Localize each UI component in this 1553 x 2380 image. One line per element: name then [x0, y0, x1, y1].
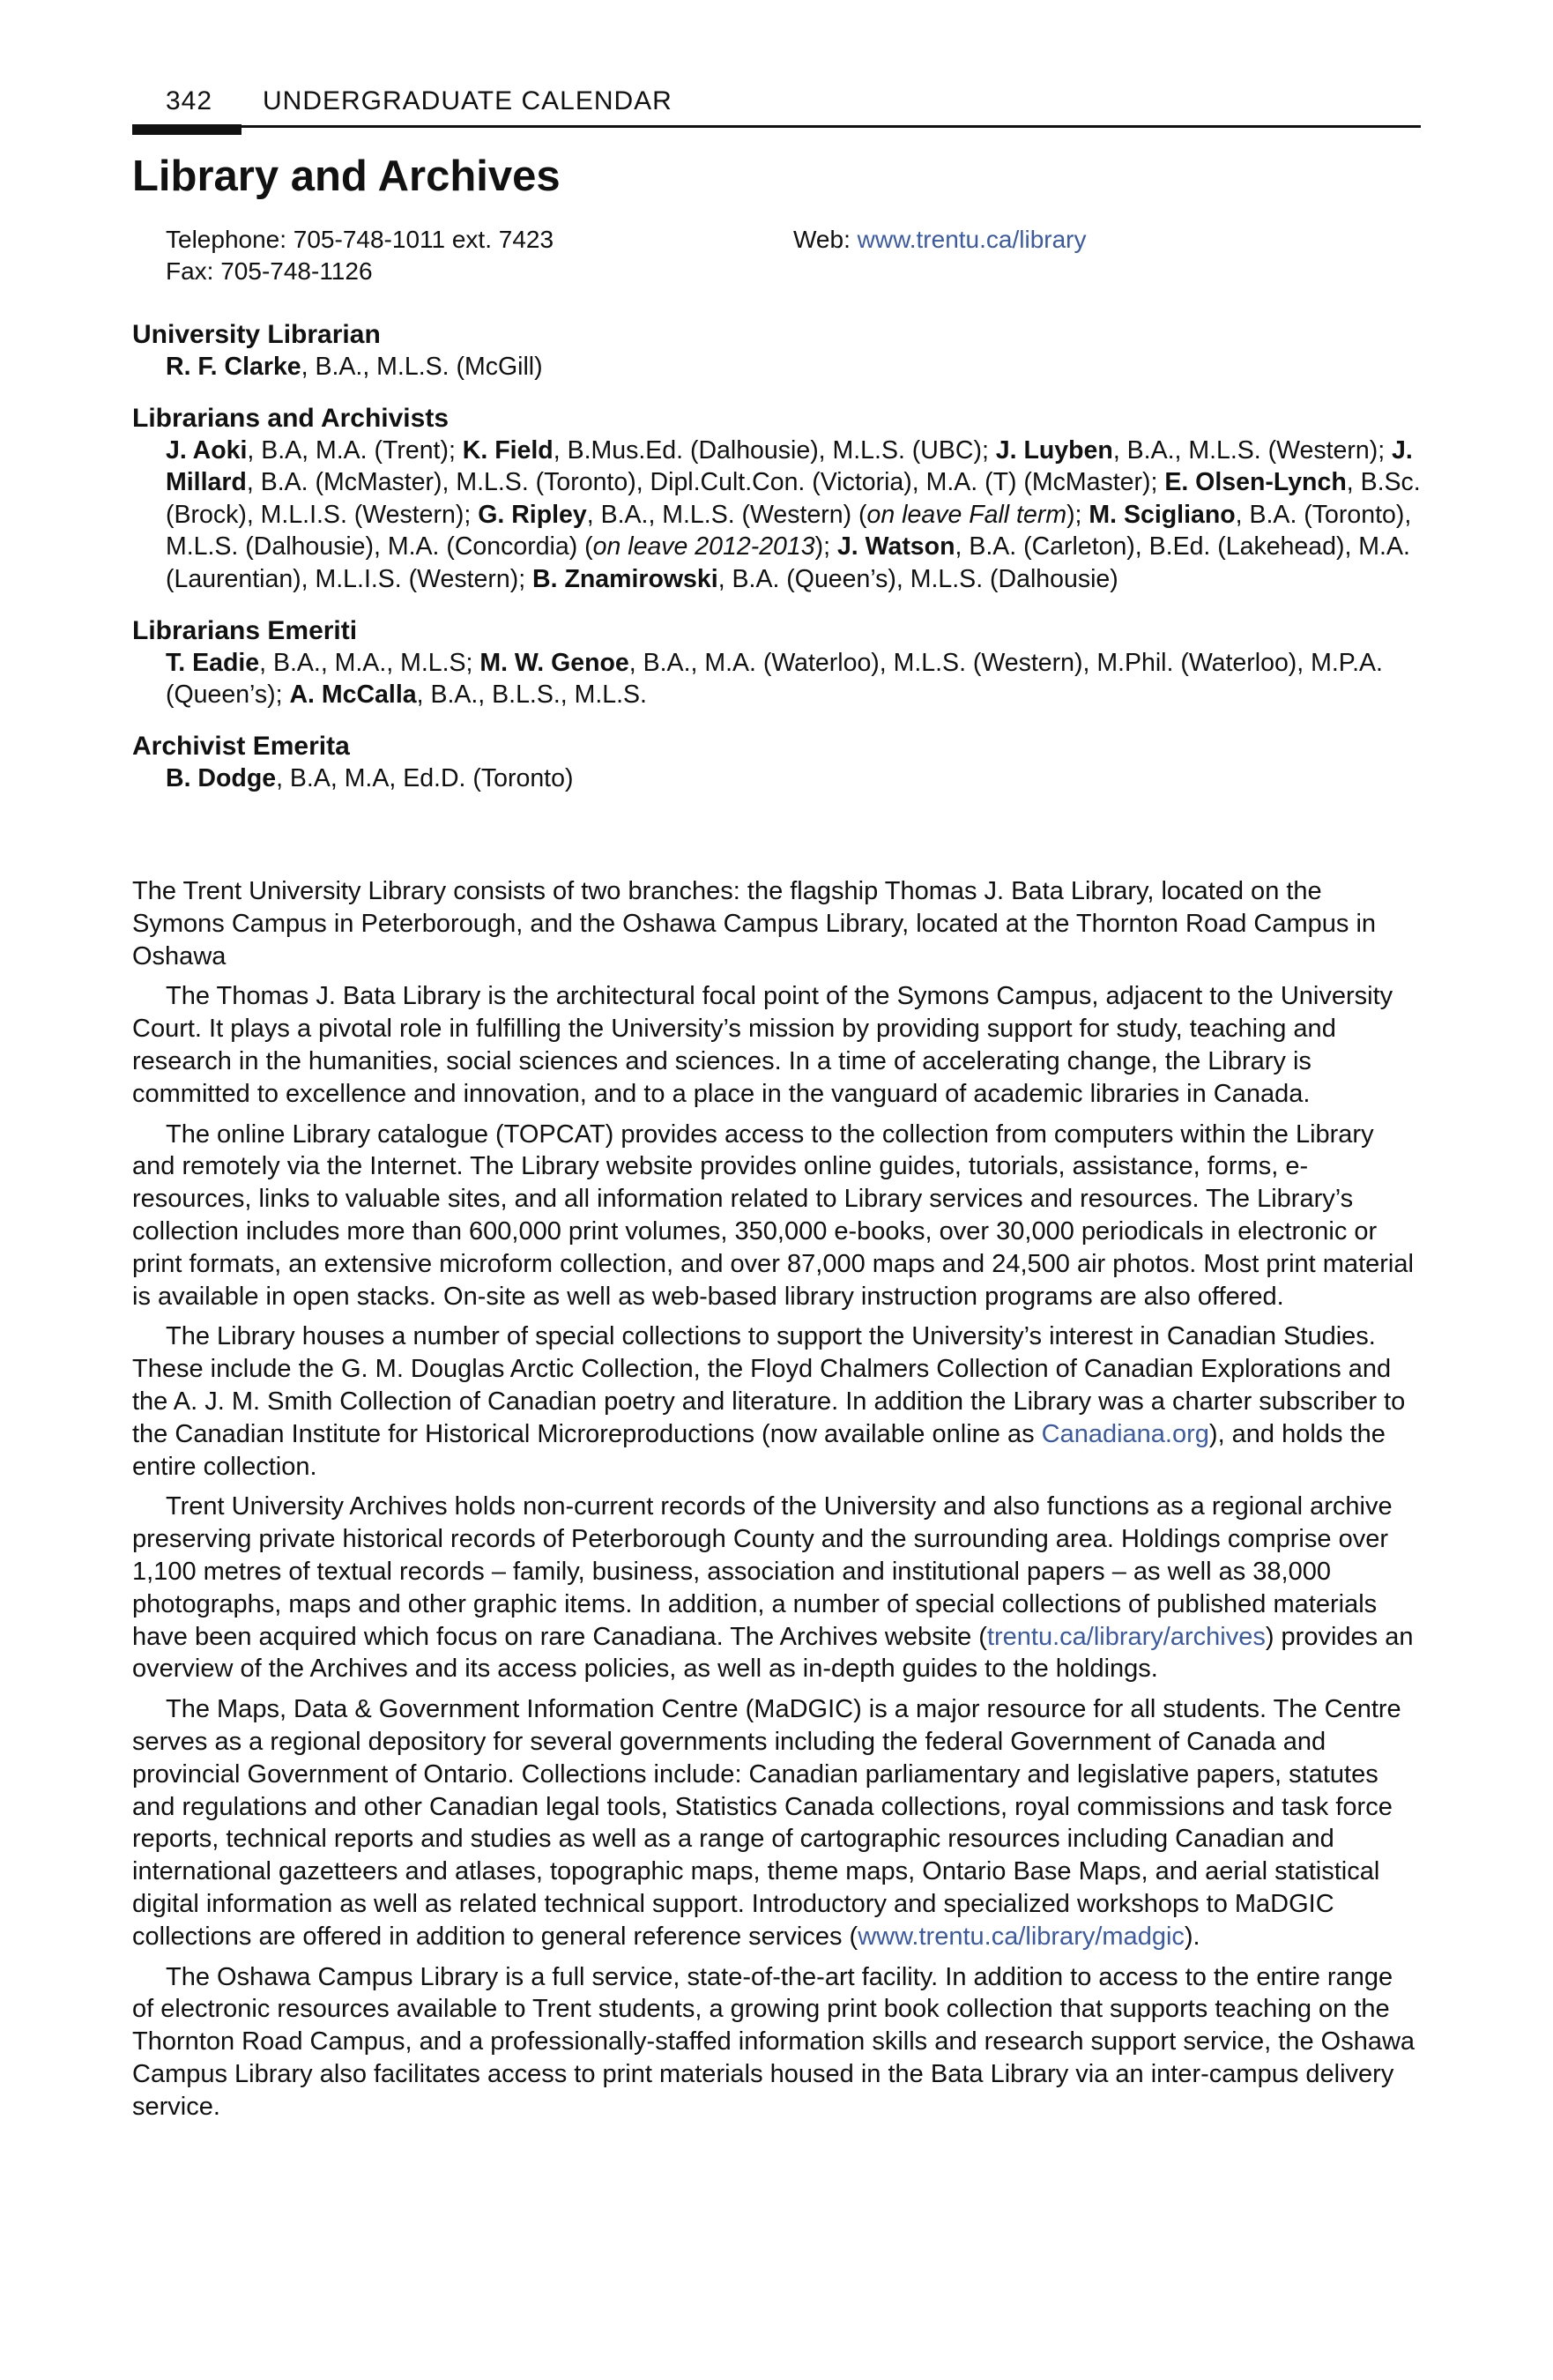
paragraph-text: The Maps, Data & Government Information Centre (MaDGIC) is a major resource for all students. The Centre serves as a regional depository for several governments including the federal Government of Canada and provincial Government of Ontario. Collections include: Canadian parliamentary and legislative papers, statutes and regulations and other Canadian legal tools, Statistics Canada collections, royal commissions and task force reports, technical reports and studies as well as a range of cartographic resources including Canadian and international gazetteers and atlases, topographic maps, theme maps, Ontario Base Maps, and aerial statistical digital information as well as related technical support. Introductory and specialized workshops to MaDGIC collections are offered in addition to general reference services (	[132, 1695, 1401, 1951]
staff-credentials: , B.Sc. (Brock), M.L.I.S. (Western);	[166, 468, 1421, 529]
running-header	[132, 81, 1421, 128]
staff-credentials: , B.A. (Carleton), B.Ed. (Lakehead), M.A. (Laurentian), M.L.I.S. (Western);	[166, 532, 1410, 593]
page-number: 342	[166, 86, 213, 115]
staff-name: B. Znamirowski	[532, 564, 718, 593]
staff-name: A. McCalla	[289, 681, 417, 710]
staff-name: J. Millard	[166, 435, 1413, 497]
university-librarian-group	[132, 319, 1421, 383]
paragraph-text: ).	[1184, 1922, 1200, 1951]
staff-credentials: , B.Mus.Ed. (Dalhousie), M.L.S. (UBC);	[553, 435, 996, 465]
staff-name: K. Field	[462, 435, 554, 465]
staff-credentials: , B.A. (Toronto), M.L.S. (Dalhousie), M.A. (Concordia) (	[166, 500, 1412, 562]
web-label: Web:	[793, 226, 858, 253]
staff-credentials: );	[814, 532, 837, 562]
staff-name: J. Aoki	[166, 435, 248, 465]
group-names	[132, 435, 1421, 596]
paragraph-catalogue: The online Library catalogue (TOPCAT) provides access to the collection from computers within the Library and remotely via the Internet. The Library website provides online guides, tutorials, assistance, forms, e-resources, links to valuable sites, and all information related to Library services and resources. The Library’s collection includes more than 600,000 print volumes, 350,000 e-books, over 30,000 periodicals in electronic or print formats, an extensive microform collection, and over 87,000 maps and 24,500 air photos. Most print material is available in open stacks. On-site as well as web-based library instruction programs are also offered.	[132, 1119, 1414, 1311]
canadiana-link[interactable]: Canadiana.org	[1041, 1419, 1209, 1448]
body-text	[132, 875, 1421, 2131]
staff-credentials: , B.A., M.A. (Waterloo), M.L.S. (Western), M.Phil. (Waterloo), M.P.A. (Queen’s);	[166, 648, 1383, 710]
group-heading: Librarians Emeriti	[132, 615, 358, 645]
paragraph-branches: The Trent University Library consists of two branches: the flagship Thomas J. Bata Library, located on the Symons Campus in Peterborough, and the Oshawa Campus Library, located at the Thornton Road Campus in Oshawa	[132, 877, 1377, 971]
group-names	[132, 762, 1421, 795]
staff-name: B. Dodge	[166, 763, 277, 792]
library-web-link[interactable]: www.trentu.ca/library	[857, 226, 1087, 253]
paragraph-special-collections	[132, 1320, 1421, 1483]
group-names	[132, 647, 1421, 711]
staff-name: T. Eadie	[166, 648, 260, 677]
staff-name: G. Ripley	[478, 500, 587, 529]
staff-name: J. Luyben	[995, 435, 1113, 465]
archives-link[interactable]: trentu.ca/library/archives	[986, 1622, 1266, 1651]
staff-name: M. W. Genoe	[479, 648, 629, 677]
telephone-text: Telephone: 705-748-1011 ext. 7423	[166, 226, 554, 253]
paragraph-archives	[132, 1491, 1421, 1685]
group-names	[132, 351, 1421, 383]
group-heading: Archivist Emerita	[132, 731, 350, 761]
staff-credentials: , B.A. (Queen’s), M.L.S. (Dalhousie)	[717, 564, 1118, 593]
madgic-link[interactable]: www.trentu.ca/library/madgic	[858, 1922, 1185, 1951]
librarians-archivists-group	[132, 403, 1421, 596]
contact-phone-fax	[166, 224, 554, 287]
archivist-emerita-group	[132, 731, 1421, 795]
staff-name: J. Watson	[836, 532, 955, 562]
paragraph-madgic	[132, 1693, 1421, 1952]
staff-name: R. F. Clarke	[166, 353, 301, 381]
staff-credentials: , B.A., M.L.S. (McGill)	[301, 353, 543, 381]
staff-listing	[132, 319, 1421, 814]
staff-name: E. Olsen-Lynch	[1164, 468, 1347, 497]
staff-credentials: , B.A., M.L.S. (Western) (	[586, 500, 867, 529]
staff-credentials: , B.A, M.A. (Trent);	[247, 435, 463, 465]
paragraph-text: ), and holds the entire collection.	[132, 1419, 1386, 1481]
leave-note: on leave 2012-2013	[592, 532, 815, 562]
group-heading: University Librarian	[132, 320, 381, 349]
librarians-emeriti-group	[132, 615, 1421, 711]
leave-note: on leave Fall term	[866, 500, 1067, 529]
contact-web	[793, 224, 1087, 256]
page-title: Library and Archives	[132, 152, 561, 200]
staff-credentials: , B.A, M.A, Ed.D. (Toronto)	[276, 763, 574, 792]
paragraph-oshawa: The Oshawa Campus Library is a full service, state-of-the-art facility. In addition to access to the entire range of electronic resources available to Trent students, a growing print book collection that supports teaching on the Thornton Road Campus, and a professionally-staffed information skills and research support service, the Oshawa Campus Library also facilitates access to print materials housed in the Bata Library via an inter-campus delivery service.	[132, 1962, 1416, 2121]
paragraph-text: ) provides an overview of the Archives and its access policies, as well as in-depth guides to the holdings.	[132, 1622, 1414, 1684]
paragraph-text: Trent University Archives holds non-current records of the University and also functions as a regional archive preserving private historical records of Peterborough County and the surrounding area. Holdings comprise over 1,100 metres of textual records – family, business, association and institutional papers – as well as 38,000 photographs, maps and other graphic items. In addition, a number of special collections of published materials have been acquired which focus on rare Canadiana. The Archives website (	[132, 1492, 1393, 1651]
staff-credentials: );	[1066, 500, 1089, 529]
staff-name: M. Scigliano	[1089, 500, 1236, 529]
staff-credentials: , B.A., M.L.S. (Western);	[1112, 435, 1393, 465]
staff-credentials: , B.A., M.A., M.L.S;	[259, 648, 480, 677]
paragraph-bata-library: The Thomas J. Bata Library is the architectural focal point of the Symons Campus, adjacent to the University Court. It plays a pivotal role in fulfilling the University’s mission by providing support for study, teaching and research in the humanities, social sciences and sciences. In a time of accelerating change, the Library is committed to excellence and innovation, and to a place in the vanguard of academic libraries in Canada.	[132, 982, 1393, 1108]
header-accent-bar	[132, 124, 241, 135]
fax-text: Fax: 705-748-1126	[166, 257, 373, 285]
staff-credentials: , B.A., B.L.S., M.L.S.	[416, 681, 647, 710]
staff-credentials: , B.A. (McMaster), M.L.S. (Toronto), Dipl.Cult.Con. (Victoria), M.A. (T) (McMaster);	[246, 468, 1165, 497]
calendar-title: UNDERGRADUATE CALENDAR	[263, 86, 672, 115]
group-heading: Librarians and Archivists	[132, 403, 450, 433]
paragraph-text: The Library houses a number of special collections to support the University’s interest in Canadian Studies. These include the G. M. Douglas Arctic Collection, the Floyd Chalmers Collection of Canadian Explorations and the A. J. M. Smith Collection of Canadian poetry and literature. In addition the Library was a charter subscriber to the Canadian Institute for Historical Microreproductions (now available online as	[132, 1322, 1406, 1448]
